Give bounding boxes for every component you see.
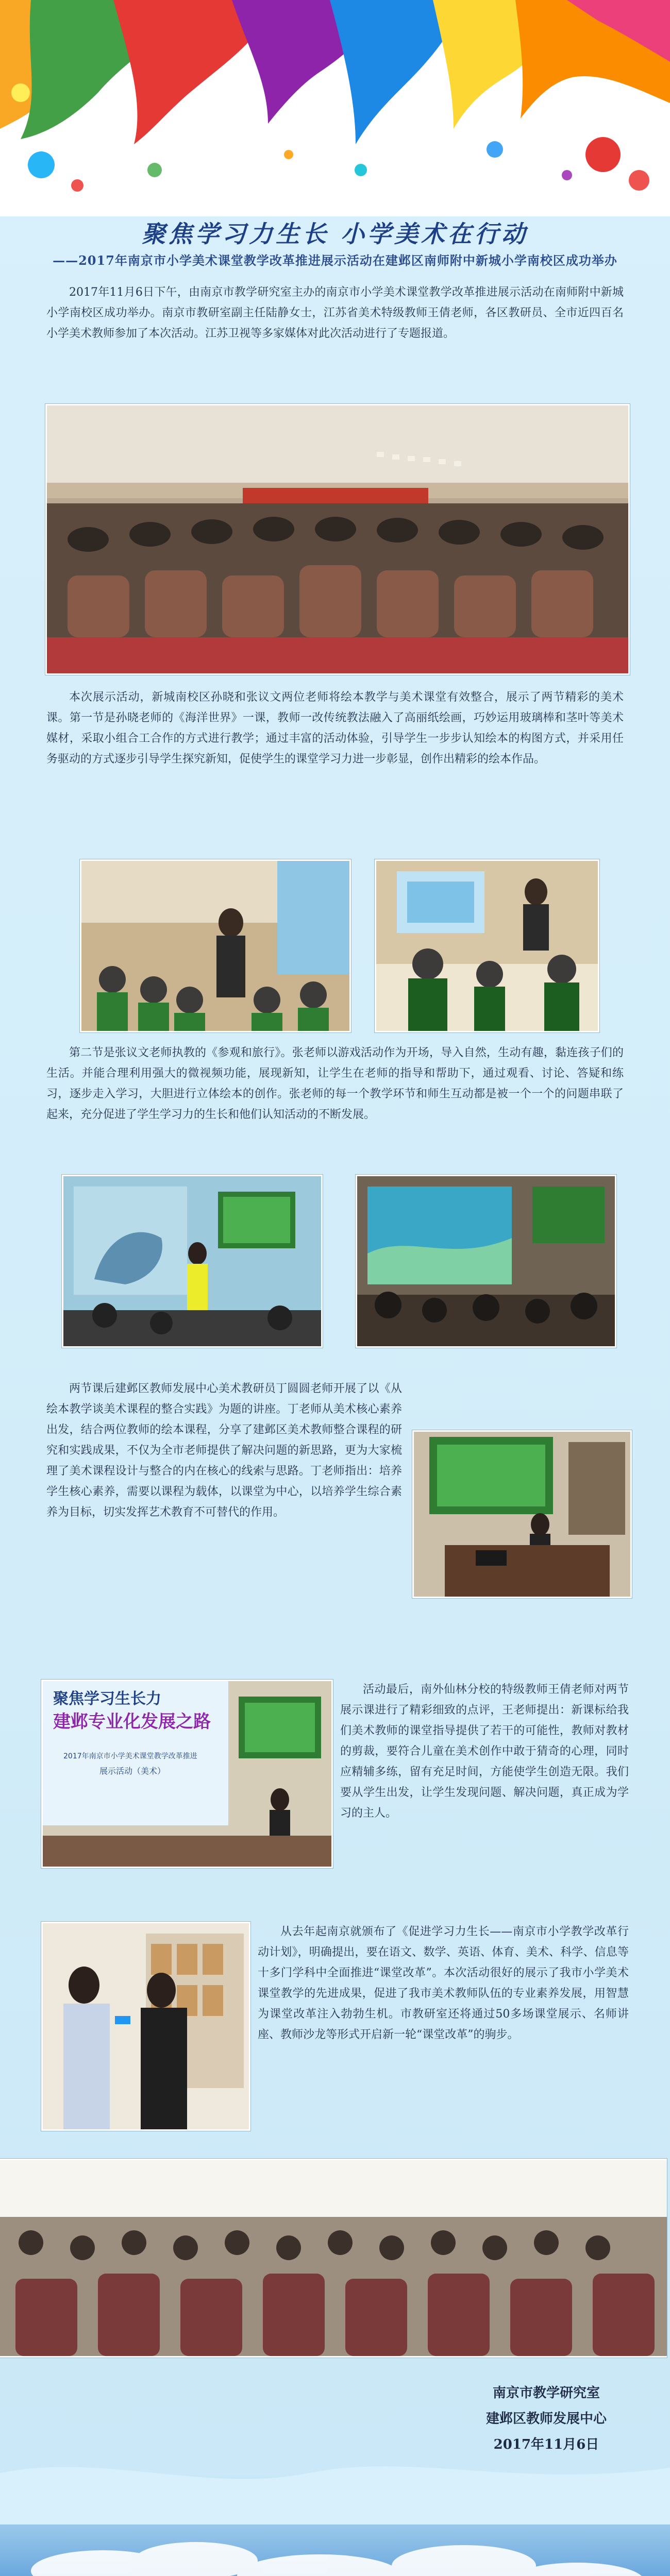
review-paragraph: 活动最后，南外仙林分校的特级教师王倩老师对两节展示课进行了精彩细致的点评，王老师提出：新课标给我们美术教师的课堂指导提供了若干的可能性，教师对教材的剪裁，要符合儿童在美术创作中敢于猜奇的心理，同时应精辅多练，留有充足时间，方能使学生创造无限。我们要从学生出发，让学生发现问题、解决问题，真正成为学习的主人。 xyxy=(340,1683,629,1820)
photo-lesson-two-projection xyxy=(356,1175,616,1348)
photo-auditorium xyxy=(45,404,630,675)
signature-org-1: 南京市教学研究室 xyxy=(492,2385,600,2401)
intro-paragraph: 2017年11月6日下午，由南京市教学研究室主办的南京市小学美术课堂教学改革推进展示活动在南师附中新城小学南校区成功举办。南京市教研室副主任陆静女士，江苏省美术特级教师王倩老师，各区教研员、全市近四百名小学美术教师参加了本次活动。江苏卫视等多家媒体对此次活动进行了专题报道。 xyxy=(46,286,624,340)
signature-date: 2017年11月6日 xyxy=(493,2437,599,2452)
photo-lesson-one-groupwork xyxy=(375,859,599,1032)
lesson-two-paragraph: 第二节是张议文老师执教的《参观和旅行》。张老师以游戏活动作为开场，导入自然，生动有趣，黏连孩子们的生活。并能合理利用强大的微视频功能，展现新知，让学生在老师的指导和帮助下，通过观看、讨论、答疑和练习，逐步走入学习，大胆进行立体绘本的创作。张老师的每一个教学环节和师生互动都是被一个一个的问题串联了起来，充分促进了学生学习力的生长和他们认知活动的不断发展。 xyxy=(46,1046,624,1121)
slide-line-4: 展示活动（美术） xyxy=(99,1766,166,1776)
sky-meadow-footer xyxy=(0,2391,670,2576)
photo-lesson-one-classroom xyxy=(80,859,351,1032)
photo-lesson-two-teacher xyxy=(62,1175,323,1348)
lesson-one-paragraph: 本次展示活动，新城南校区孙晓和张议文两位老师将绘本教学与美术课堂有效整合，展示了两节精彩的美术课。第一节是孙晓老师的《海洋世界》一课，教师一改传统教法融入了高丽纸绘画，巧妙运用玻璃棒和茎叶等美术媒材，采取小组合工合作的方式进行教学；通过丰富的活动体验，引导学生一步步认知绘本的构图方式，并采用任务驱动的方式逐步引导学生探究新知，促使学生的课堂学习力进一步彰显，创作出精彩的绘本作品。 xyxy=(46,691,624,766)
slide-line-3: 2017年南京市小学美术课堂教学改革推进 xyxy=(63,1752,197,1760)
policy-paragraph: 从去年起南京就颁布了《促进学习力生长——南京市小学教学改革行动计划》，明确提出，要在语文、数学、英语、体育、美术、科学、信息等十多门学科中全面推进“课堂改革”。本次活动很好的展示了我市小学美术课堂教学的先进成果，促进了我市美术教师队伍的专业素养发展，用智慧为课堂改革注入勃勃生机。市教研室还将通过50多场课堂展示、名师讲座、教师沙龙等形式开启新一轮“课堂改革”的驹步。 xyxy=(258,1925,629,2041)
paint-splash-header xyxy=(0,0,670,216)
photo-slide-presentation xyxy=(41,1680,333,1868)
photo-lecture-speaker xyxy=(412,1430,632,1598)
signature-org-2: 建邺区教师发展中心 xyxy=(485,2411,607,2427)
slide-line-1: 聚焦学习生长力 xyxy=(53,1690,161,1708)
photo-audience-wide xyxy=(0,2159,667,2358)
lecture-paragraph: 两节课后建邺区教师发展中心美术教研员丁圆圆老师开展了以《从绘本教学谈美术课程的整合实践》为题的讲座。丁老师从美术核心素养出发，结合两位教师的绘本课程，分享了建邺区美术教师整合课程的研究和实践成果，不仅为全市老师提供了解决问题的新思路，更为大家梳理了美术课程设计与整合的内在核心的线索与思路。丁老师指出：培养学生核心素养，需要以课程为载体，以课堂为中心，以培养学生综合素养为目标，切实发挥艺术教育不可替代的作用。 xyxy=(46,1382,402,1519)
page-subtitle: ——2017年南京市小学美术课堂教学改革推进展示活动在建邺区南师附中新城小学南校区成功举办 xyxy=(53,253,617,268)
photo-media-interview xyxy=(41,1922,250,2131)
slide-line-2: 建邺专业化发展之路 xyxy=(53,1711,211,1732)
page-title: 聚焦学习力生长 小学美术在行动 xyxy=(141,220,528,248)
